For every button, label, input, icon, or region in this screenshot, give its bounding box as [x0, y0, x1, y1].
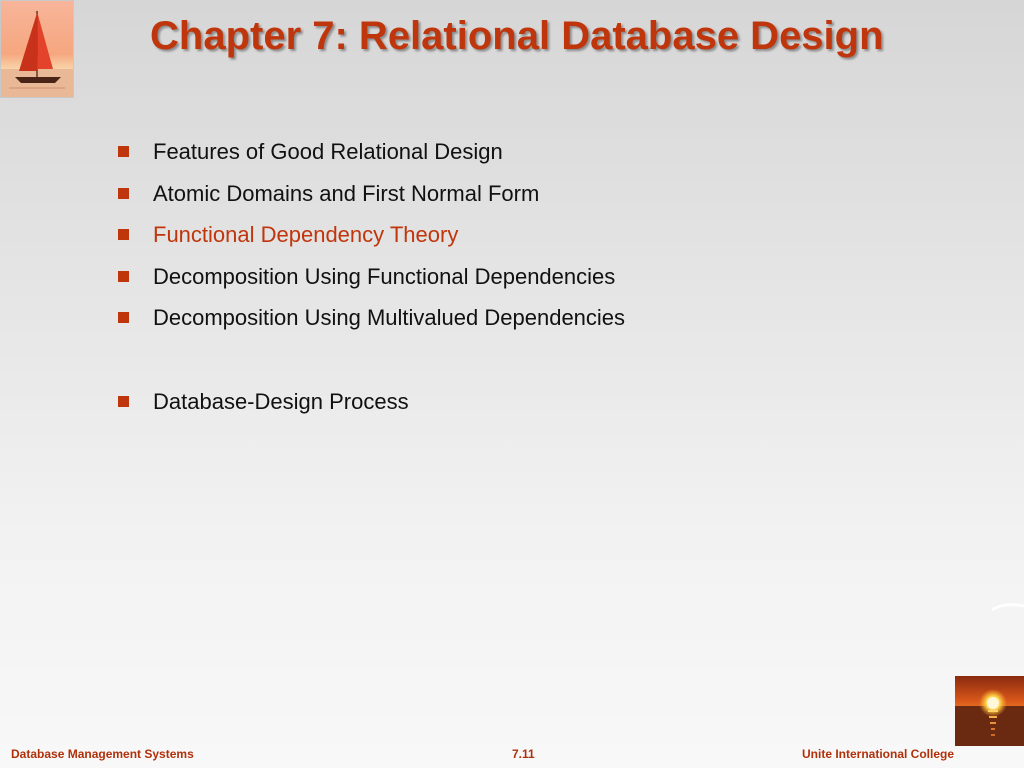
bullet-item [116, 179, 625, 221]
bullet-text: Functional Dependency Theory [153, 222, 459, 247]
bullet-text: Features of Good Relational Design [153, 139, 503, 164]
sunset-photo-icon [955, 676, 1024, 746]
footer-institution: Unite International College [802, 747, 955, 761]
bullet-item [116, 137, 625, 179]
bullet-text: Database-Design Process [153, 388, 409, 414]
bullet-text: Decomposition Using Multivalued Dependencies [153, 305, 626, 330]
square-bullet-icon [118, 271, 129, 282]
bullet-item [116, 262, 625, 304]
bullet-text: Decomposition Using Functional Dependencies [153, 263, 616, 289]
square-bullet-icon [118, 188, 129, 199]
sailboat-logo-icon [0, 0, 74, 98]
bullet-text: Atomic Domains and First Normal Form [153, 180, 540, 206]
square-bullet-icon [118, 229, 129, 240]
bullet-item [116, 303, 625, 345]
slide-title: Chapter 7: Relational Database Design [150, 14, 884, 58]
square-bullet-icon [118, 396, 129, 407]
square-bullet-icon [118, 312, 129, 323]
footer-slide-number: 7.11 [512, 747, 535, 761]
square-bullet-icon [118, 146, 129, 157]
bullet-item-highlighted [116, 220, 625, 262]
bullet-list [116, 137, 625, 428]
swoosh-decoration-icon [990, 600, 1024, 614]
footer-course-name: Database Management Systems [11, 747, 194, 761]
bullet-item [116, 387, 625, 429]
